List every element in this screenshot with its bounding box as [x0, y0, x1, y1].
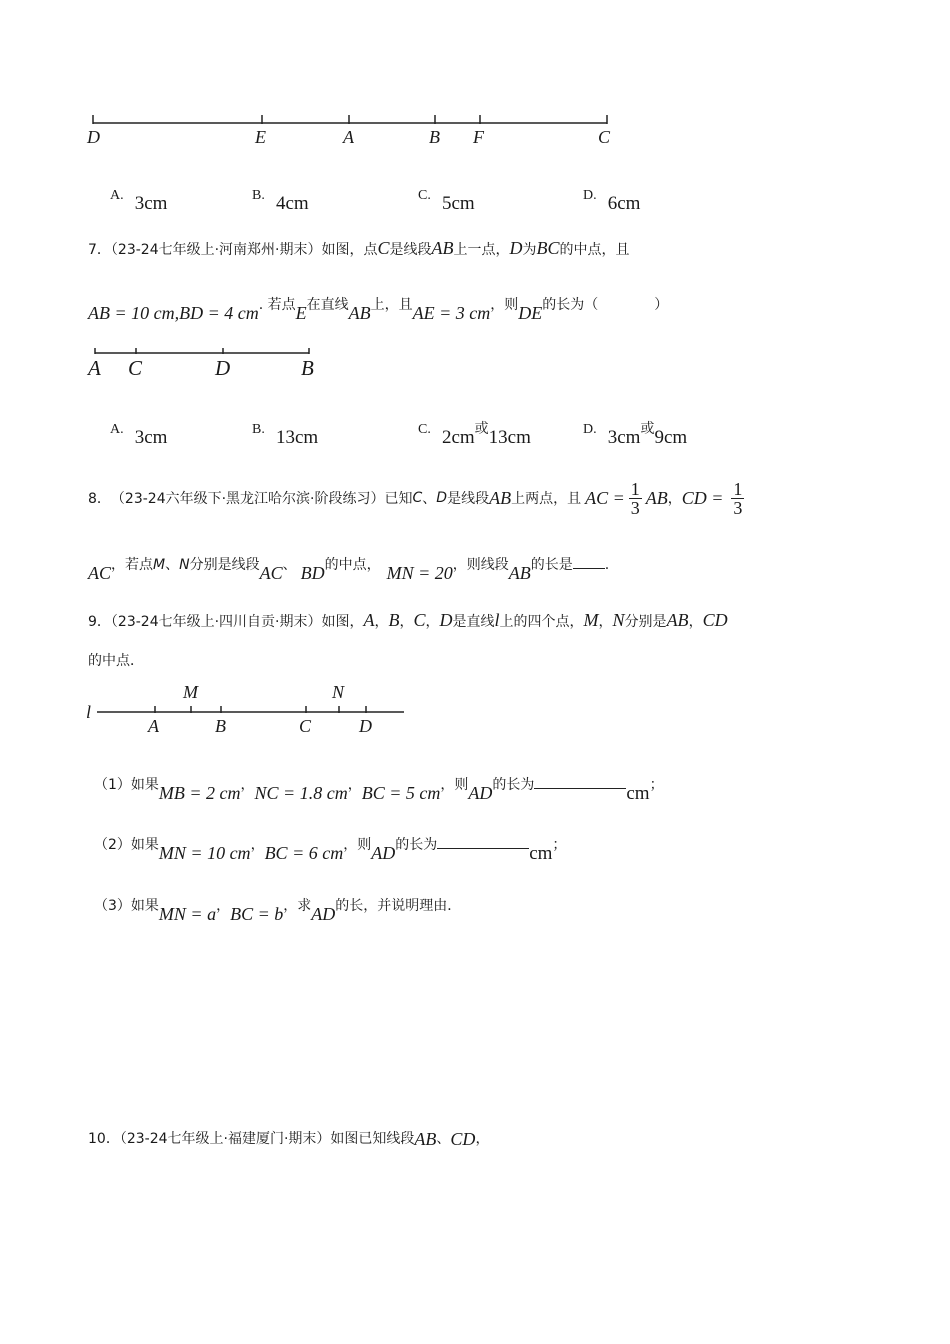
answer-blank[interactable] — [534, 788, 626, 789]
option-value: 5cm — [441, 193, 475, 214]
q8-line1: 8． （23-24六年级下·黑龙江哈尔滨·阶段练习） 已知 C 、 D 是线段 AB 上两点，且 AC = $\frac{1}{3}$ AB ， CD = $\frac{1}{3}$ — [88, 478, 743, 518]
option-value: 3cm — [134, 193, 168, 214]
question-number: 7． — [88, 242, 111, 258]
q7-option-c[interactable]: C. 2cm或13cm — [418, 421, 531, 448]
fraction: $\frac{1}{3}$ — [630, 478, 640, 518]
q9-line1: 9．（23-24七年级上·四川自贡·期末）如图，A，B，C，D是直线l上的四个点，M，N分别是AB，CD — [88, 610, 728, 630]
q7-line2: AB = 10 cm,BD = 4 cm. 若点E在直线AB上，且AE = 3 cm，则DE的长为（ ） — [88, 297, 669, 323]
option-value: 6cm — [607, 193, 641, 214]
answer-blank[interactable] — [573, 568, 605, 569]
answer-blank[interactable] — [437, 848, 529, 849]
question-source: （23-24七年级上·河南郑州·期末） — [110, 242, 322, 258]
q6-option-d[interactable] — [583, 183, 641, 214]
q6-label-F: F — [473, 127, 484, 147]
q6-figure — [80, 108, 620, 153]
q6-option-b[interactable] — [252, 183, 309, 214]
q6-label-E: E — [255, 127, 266, 147]
option-letter: C. — [418, 188, 431, 203]
q9-label-A: A — [148, 716, 159, 736]
q7-figure — [82, 342, 322, 384]
q8-line2: AC，若点M、N分别是线段AC、 BD的中点， MN = 20，则线段AB的长是 . — [88, 557, 610, 583]
q9-sub3: （3）如果MN = a，BC = b，求AD的长，并说明理由． — [94, 898, 462, 924]
fraction: $\frac{1}{3}$ — [733, 478, 743, 518]
q6-label-B: B — [429, 127, 440, 147]
q6-label-C: C — [598, 127, 611, 147]
q10-line1: 10．（23-24七年级上·福建厦门·期末）如图已知线段AB、CD， — [88, 1129, 490, 1149]
option-letter: B. — [252, 188, 265, 203]
q9-label-B: B — [215, 716, 226, 736]
q9-label-l: l — [86, 702, 92, 722]
q7-label-C: C — [128, 356, 143, 380]
q9-line2: 的中点． — [88, 653, 144, 669]
q9-label-D: D — [359, 716, 372, 736]
q7-line1: 7．（23-24七年级上·河南郑州·期末）如图，点C是线段AB上一点，D为BC的中点，且 — [88, 238, 630, 258]
q9-figure — [82, 680, 412, 740]
q7-label-A: A — [88, 356, 101, 380]
q9-label-C: C — [299, 716, 312, 736]
question-number: 9． — [88, 614, 111, 630]
q6-option-c[interactable] — [418, 183, 475, 214]
q6-label-D: D — [87, 127, 100, 147]
q6-label-A: A — [343, 127, 354, 147]
q7-option-b[interactable]: B. 13cm — [252, 422, 319, 448]
q9-label-M: M — [183, 682, 198, 702]
question-source: （23-24六年级下·黑龙江哈尔滨·阶段练习） — [110, 491, 385, 507]
question-number: 10． — [88, 1131, 120, 1147]
q7-option-a[interactable]: A. 3cm — [110, 422, 168, 448]
q9-label-N: N — [332, 682, 345, 702]
option-letter: A. — [110, 188, 124, 203]
q7-label-D: D — [215, 356, 231, 380]
q9-sub2: （2）如果MN = 10 cm，BC = 6 cm，则AD的长为 cm； — [94, 837, 567, 864]
q9-sub1: （1）如果MB = 2 cm，NC = 1.8 cm，BC = 5 cm，则AD的长为 cm； — [94, 777, 664, 804]
q6-option-a[interactable] — [110, 183, 168, 214]
option-value: 4cm — [275, 193, 309, 214]
question-source: （23-24七年级上·四川自贡·期末） — [110, 614, 322, 630]
question-number: 8． — [88, 491, 111, 507]
q7-label-B: B — [301, 356, 314, 380]
option-letter: D. — [583, 188, 597, 203]
q7-option-d[interactable]: D. 3cm或9cm — [583, 421, 688, 448]
question-source: （23-24七年级上·福建厦门·期末） — [119, 1131, 331, 1147]
